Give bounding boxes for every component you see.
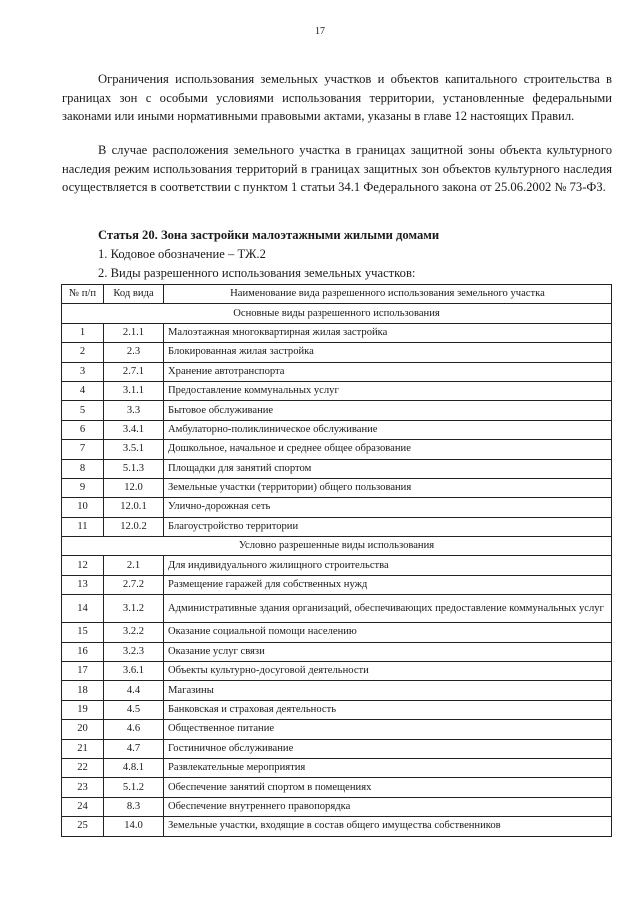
row-code: 8.3 [104,797,164,816]
table-row [62,623,612,642]
list-item-permitted-uses: 2. Виды разрешенного использования земельных участков: [98,266,416,280]
row-number: 13 [62,575,104,594]
table-row [62,498,612,517]
section-row [62,304,612,323]
row-name: Оказание социальной помощи населению [164,623,612,642]
row-name: Оказание услуг связи [164,642,612,661]
row-code: 4.6 [104,720,164,739]
row-code: 3.2.3 [104,642,164,661]
row-number: 12 [62,556,104,575]
row-number: 4 [62,381,104,400]
row-number: 8 [62,459,104,478]
row-name: Обеспечение внутреннего правопорядка [164,797,612,816]
table-row [62,440,612,459]
row-number: 3 [62,362,104,381]
row-code: 14.0 [104,817,164,836]
paragraph-text: В случае расположения земельного участка в границах защитной зоны объекта культурного наследия режим использования территорий в границах защитных зон объектов культурного наследия осуществляется в соответствии с пунктом 1 статьи 34.1 Федерального закона от 25.06.2002 № 73-ФЗ. [62,143,612,194]
table-row [62,720,612,739]
row-number: 25 [62,817,104,836]
table-row [62,575,612,594]
row-code: 4.7 [104,739,164,758]
row-code: 2.1 [104,556,164,575]
row-name: Для индивидуального жилищного строительства [164,556,612,575]
row-code: 2.7.1 [104,362,164,381]
row-code: 3.2.2 [104,623,164,642]
row-name: Общественное питание [164,720,612,739]
row-number: 5 [62,401,104,420]
row-name: Развлекательные мероприятия [164,758,612,777]
row-code: 4.4 [104,681,164,700]
row-number: 14 [62,595,104,623]
table-row [62,343,612,362]
table-row [62,700,612,719]
table-row [62,420,612,439]
row-code: 3.4.1 [104,420,164,439]
table-row [62,595,612,623]
row-code: 5.1.2 [104,778,164,797]
row-code: 4.8.1 [104,758,164,777]
row-number: 24 [62,797,104,816]
article-heading: Статья 20. Зона застройки малоэтажными жилыми домами [98,228,440,242]
permitted-use-table [61,284,612,837]
row-name: Хранение автотранспорта [164,362,612,381]
row-number: 21 [62,739,104,758]
table-row [62,459,612,478]
section-title: Условно разрешенные виды использования [62,537,612,556]
row-number: 19 [62,700,104,719]
row-name: Объекты культурно-досуговой деятельности [164,662,612,681]
section-row [62,537,612,556]
row-number: 1 [62,323,104,342]
table-row [62,381,612,400]
row-name: Административные здания организаций, обеспечивающих предоставление коммунальных услуг [164,595,612,623]
row-name: Дошкольное, начальное и среднее общее образование [164,440,612,459]
row-name: Гостиничное обслуживание [164,739,612,758]
row-code: 2.7.2 [104,575,164,594]
row-code: 3.3 [104,401,164,420]
row-number: 7 [62,440,104,459]
row-name: Земельные участки (территории) общего пользования [164,478,612,497]
row-code: 12.0.2 [104,517,164,536]
row-name: Благоустройство территории [164,517,612,536]
table-row [62,681,612,700]
table-row [62,758,612,777]
table-body [62,304,612,836]
row-number: 23 [62,778,104,797]
row-number: 15 [62,623,104,642]
row-number: 10 [62,498,104,517]
row-code: 12.0.1 [104,498,164,517]
row-name: Обеспечение занятий спортом в помещениях [164,778,612,797]
row-number: 22 [62,758,104,777]
row-name: Размещение гаражей для собственных нужд [164,575,612,594]
table-row [62,662,612,681]
row-number: 6 [62,420,104,439]
table-row [62,517,612,536]
paragraph-restrictions [62,70,612,126]
row-name: Земельные участки, входящие в состав общего имущества собственников [164,817,612,836]
row-name: Предоставление коммунальных услуг [164,381,612,400]
row-number: 20 [62,720,104,739]
row-number: 2 [62,343,104,362]
row-code: 3.5.1 [104,440,164,459]
row-number: 17 [62,662,104,681]
table-row [62,817,612,836]
table-row [62,556,612,575]
table-row [62,797,612,816]
row-code: 3.1.2 [104,595,164,623]
paragraph-heritage-zone [62,141,612,197]
row-code: 12.0 [104,478,164,497]
row-name: Улично-дорожная сеть [164,498,612,517]
row-name: Амбулаторно-поликлиническое обслуживание [164,420,612,439]
row-number: 11 [62,517,104,536]
row-code: 2.3 [104,343,164,362]
row-name: Банковская и страховая деятельность [164,700,612,719]
header-number: № п/п [62,285,104,304]
page-number: 17 [315,26,325,37]
row-number: 16 [62,642,104,661]
table-row [62,778,612,797]
table-row [62,323,612,342]
row-name: Малоэтажная многоквартирная жилая застройка [164,323,612,342]
row-name: Бытовое обслуживание [164,401,612,420]
row-name: Блокированная жилая застройка [164,343,612,362]
row-code: 3.6.1 [104,662,164,681]
table-header-row [62,285,612,304]
section-title: Основные виды разрешенного использования [62,304,612,323]
row-number: 9 [62,478,104,497]
row-name: Площадки для занятий спортом [164,459,612,478]
table-row [62,401,612,420]
row-number: 18 [62,681,104,700]
table-row [62,478,612,497]
header-name: Наименование вида разрешенного использования земельного участка [164,285,612,304]
paragraph-text: Ограничения использования земельных участков и объектов капитального строительства в границах зон с особыми условиями использования территории, установленные федеральными законами или иными нормативными правовыми актами, указаны в главе 12 настоящих Правил. [62,72,612,123]
row-code: 4.5 [104,700,164,719]
table-row [62,739,612,758]
table-row [62,642,612,661]
row-code: 2.1.1 [104,323,164,342]
row-code: 5.1.3 [104,459,164,478]
header-code: Код вида [104,285,164,304]
row-name: Магазины [164,681,612,700]
row-code: 3.1.1 [104,381,164,400]
list-item-code: 1. Кодовое обозначение – ТЖ.2 [98,247,266,261]
table-row [62,362,612,381]
